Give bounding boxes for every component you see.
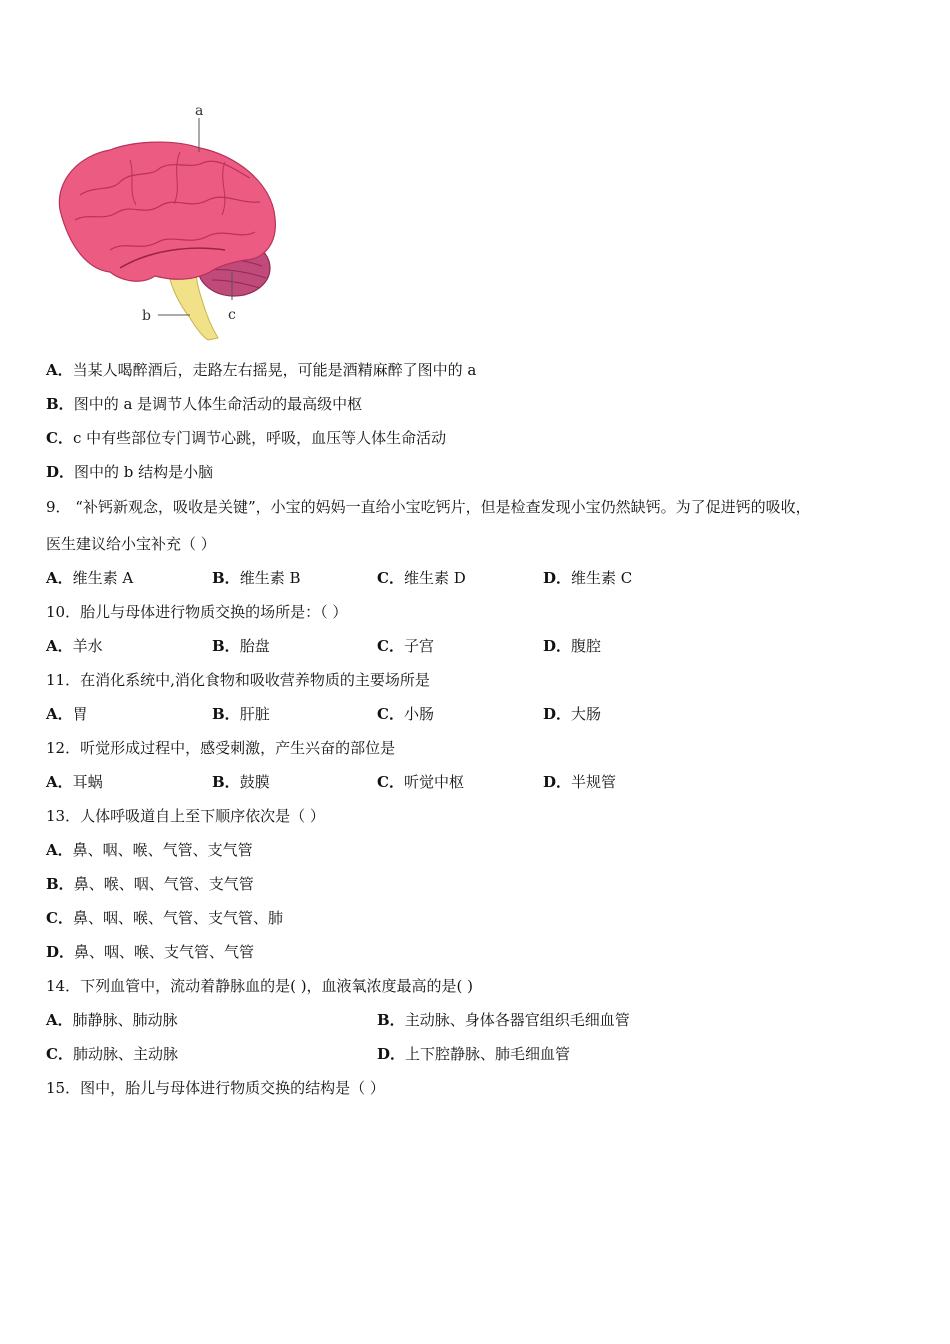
q9-stem-line2: 医生建议给小宝补充（ ） xyxy=(46,535,216,553)
q9-option-c: C．维生素 D xyxy=(377,569,466,587)
q13-option-a: A．鼻、咽、喉、气管、支气管 xyxy=(46,841,253,859)
q10-stem: 10．胎儿与母体进行物质交换的场所是：（ ） xyxy=(46,603,348,621)
q14-option-d: D．上下腔静脉、肺毛细血管 xyxy=(377,1045,571,1063)
q11-option-b: B．肝脏 xyxy=(212,705,270,723)
q8-option-b: B．图中的 a 是调节人体生命活动的最高级中枢 xyxy=(46,395,363,413)
q12-option-b: B．鼓膜 xyxy=(212,773,270,791)
label-b: b xyxy=(142,308,151,324)
q11-option-d: D．大肠 xyxy=(543,705,602,723)
q10-option-b: B．胎盘 xyxy=(212,637,270,655)
q9-option-d: D．维生素 C xyxy=(543,569,633,587)
q9-option-b: B．维生素 B xyxy=(212,569,301,587)
q13-option-b: B．鼻、喉、咽、气管、支气管 xyxy=(46,875,254,893)
q9-option-a: A．维生素 A xyxy=(46,569,134,587)
q10-option-c: C．子宫 xyxy=(377,637,434,655)
q12-option-d: D．半规管 xyxy=(543,773,617,791)
q13-option-d: D．鼻、咽、喉、支气管、气管 xyxy=(46,943,255,961)
q10-option-d: D．腹腔 xyxy=(543,637,602,655)
q14-option-a: A．肺静脉、肺动脉 xyxy=(46,1011,178,1029)
q8-option-a: A．当某人喝醉酒后，走路左右摇晃，可能是酒精麻醉了图中的 a xyxy=(46,361,477,379)
q12-stem: 12．听觉形成过程中，感受刺激，产生兴奋的部位是 xyxy=(46,739,396,757)
q13-option-c: C．鼻、咽、喉、气管、支气管、肺 xyxy=(46,909,283,927)
label-c: c xyxy=(228,307,236,323)
q11-option-a: A．胃 xyxy=(46,705,88,723)
q11-option-c: C．小肠 xyxy=(377,705,434,723)
q14-stem: 14．下列血管中，流动着静脉血的是( )，血液氧浓度最高的是( ) xyxy=(46,977,474,995)
q9-stem-line1: 9． “补钙新观念，吸收是关键”，小宝的妈妈一直给小宝吃钙片，但是检查发现小宝仍然缺钙。为了促进钙的吸收， xyxy=(46,498,811,516)
q11-stem: 11．在消化系统中,消化食物和吸收营养物质的主要场所是 xyxy=(46,671,430,689)
q13-stem: 13．人体呼吸道自上至下顺序依次是（ ） xyxy=(46,807,325,825)
q8-option-c: C．c 中有些部位专门调节心跳，呼吸，血压等人体生命活动 xyxy=(46,429,447,447)
q12-option-a: A．耳蜗 xyxy=(46,773,103,791)
label-a: a xyxy=(195,103,204,119)
q14-option-b: B．主动脉、身体各器官组织毛细血管 xyxy=(377,1011,630,1029)
q14-option-c: C．肺动脉、主动脉 xyxy=(46,1045,178,1063)
brain-figure xyxy=(40,100,290,350)
q8-option-d: D．图中的 b 结构是小脑 xyxy=(46,463,214,481)
q12-option-c: C．听觉中枢 xyxy=(377,773,464,791)
q10-option-a: A．羊水 xyxy=(46,637,103,655)
q15-stem: 15．图中，胎儿与母体进行物质交换的结构是（ ） xyxy=(46,1079,385,1097)
brain-illustration xyxy=(40,100,290,350)
